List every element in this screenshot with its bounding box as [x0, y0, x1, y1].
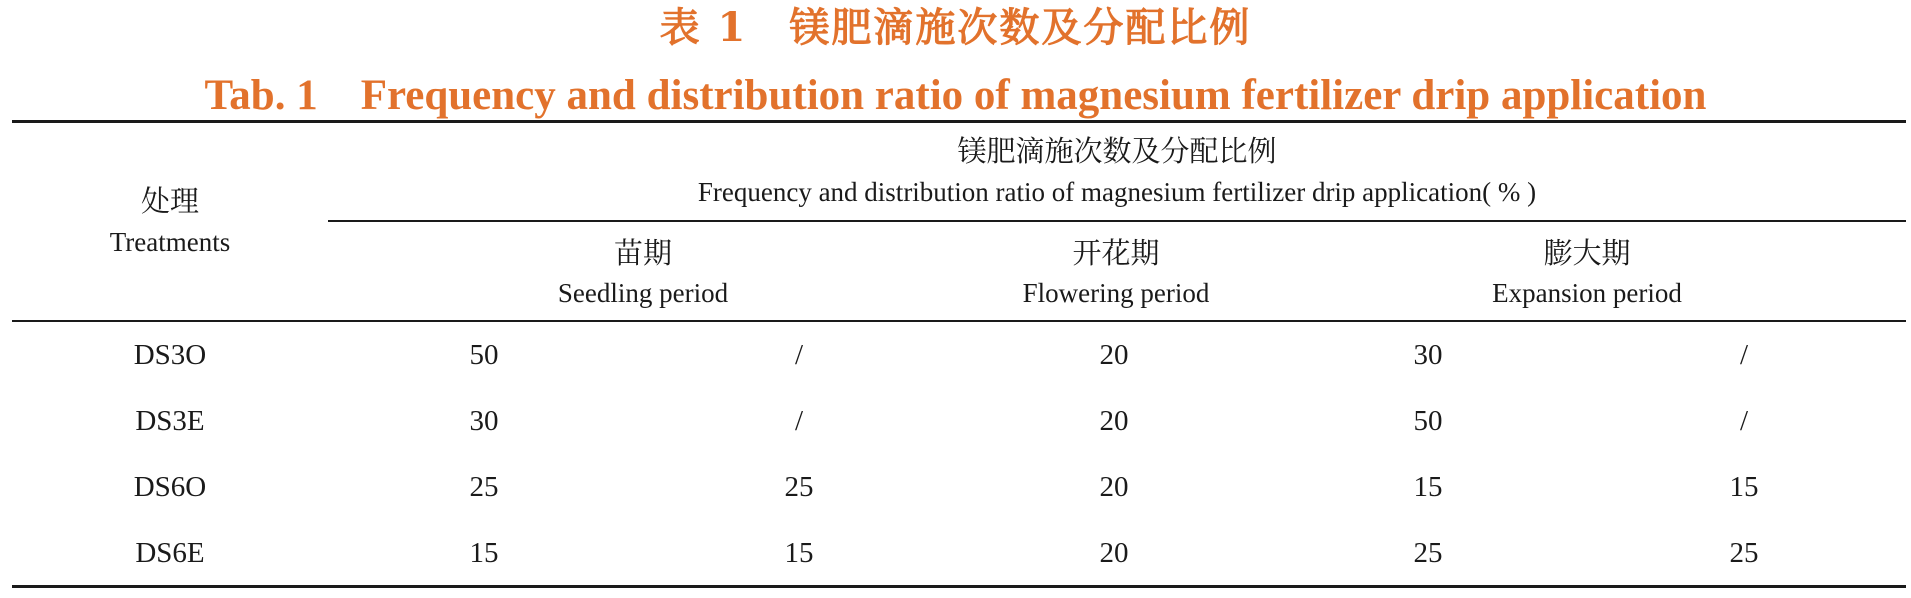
group-header-en: Frequency and distribution ratio of magnesium fertilizer drip application( % ) — [697, 177, 1537, 207]
period-header-flowering-en: Flowering period — [1022, 278, 1210, 308]
row-treatment: DS6O — [133, 471, 207, 503]
row-value: / — [794, 405, 804, 437]
row-value: 15 — [1729, 471, 1759, 503]
row-value: 30 — [1413, 339, 1443, 371]
row-value: 20 — [1099, 537, 1129, 569]
group-header-cn: 镁肥滴施次数及分配比例 — [957, 134, 1277, 168]
row-value: / — [794, 339, 804, 371]
row-value: 15 — [469, 537, 499, 569]
row-value: 15 — [784, 537, 814, 569]
row-value: 20 — [1099, 405, 1129, 437]
period-header-seedling-en: Seedling period — [557, 278, 729, 308]
period-header-expansion-en: Expansion period — [1492, 278, 1682, 308]
row-treatment: DS6E — [135, 537, 205, 569]
period-header-flowering-cn: 开花期 — [1072, 236, 1160, 270]
period-header-seedling-cn: 苗期 — [613, 236, 672, 270]
row-value: 50 — [1413, 405, 1443, 437]
row-value: 15 — [1413, 471, 1443, 503]
row-value: / — [1739, 405, 1749, 437]
row-value: 25 — [784, 471, 814, 503]
header-rule — [12, 320, 1906, 322]
row-value: / — [1739, 339, 1749, 371]
table-title-chinese: 表 1 镁肥滴施次数及分配比例 — [659, 4, 1252, 51]
row-treatment: DS3E — [135, 405, 205, 437]
row-value: 50 — [469, 339, 499, 371]
bottom-rule — [12, 585, 1906, 588]
group-header-rule — [328, 220, 1906, 222]
top-rule — [12, 120, 1906, 123]
row-value: 25 — [1413, 537, 1443, 569]
row-value: 20 — [1099, 471, 1129, 503]
row-value: 20 — [1099, 339, 1129, 371]
treatments-header-cn: 处理 — [140, 184, 199, 218]
row-value: 25 — [469, 471, 499, 503]
treatments-header-en: Treatments — [109, 227, 231, 257]
table-title-english: Tab. 1 Frequency and distribution ratio of magnesium fertilizer drip application — [204, 72, 1707, 119]
row-value: 25 — [1729, 537, 1759, 569]
row-value: 30 — [469, 405, 499, 437]
row-treatment: DS3O — [133, 339, 207, 371]
period-header-expansion-cn: 膨大期 — [1543, 236, 1631, 270]
